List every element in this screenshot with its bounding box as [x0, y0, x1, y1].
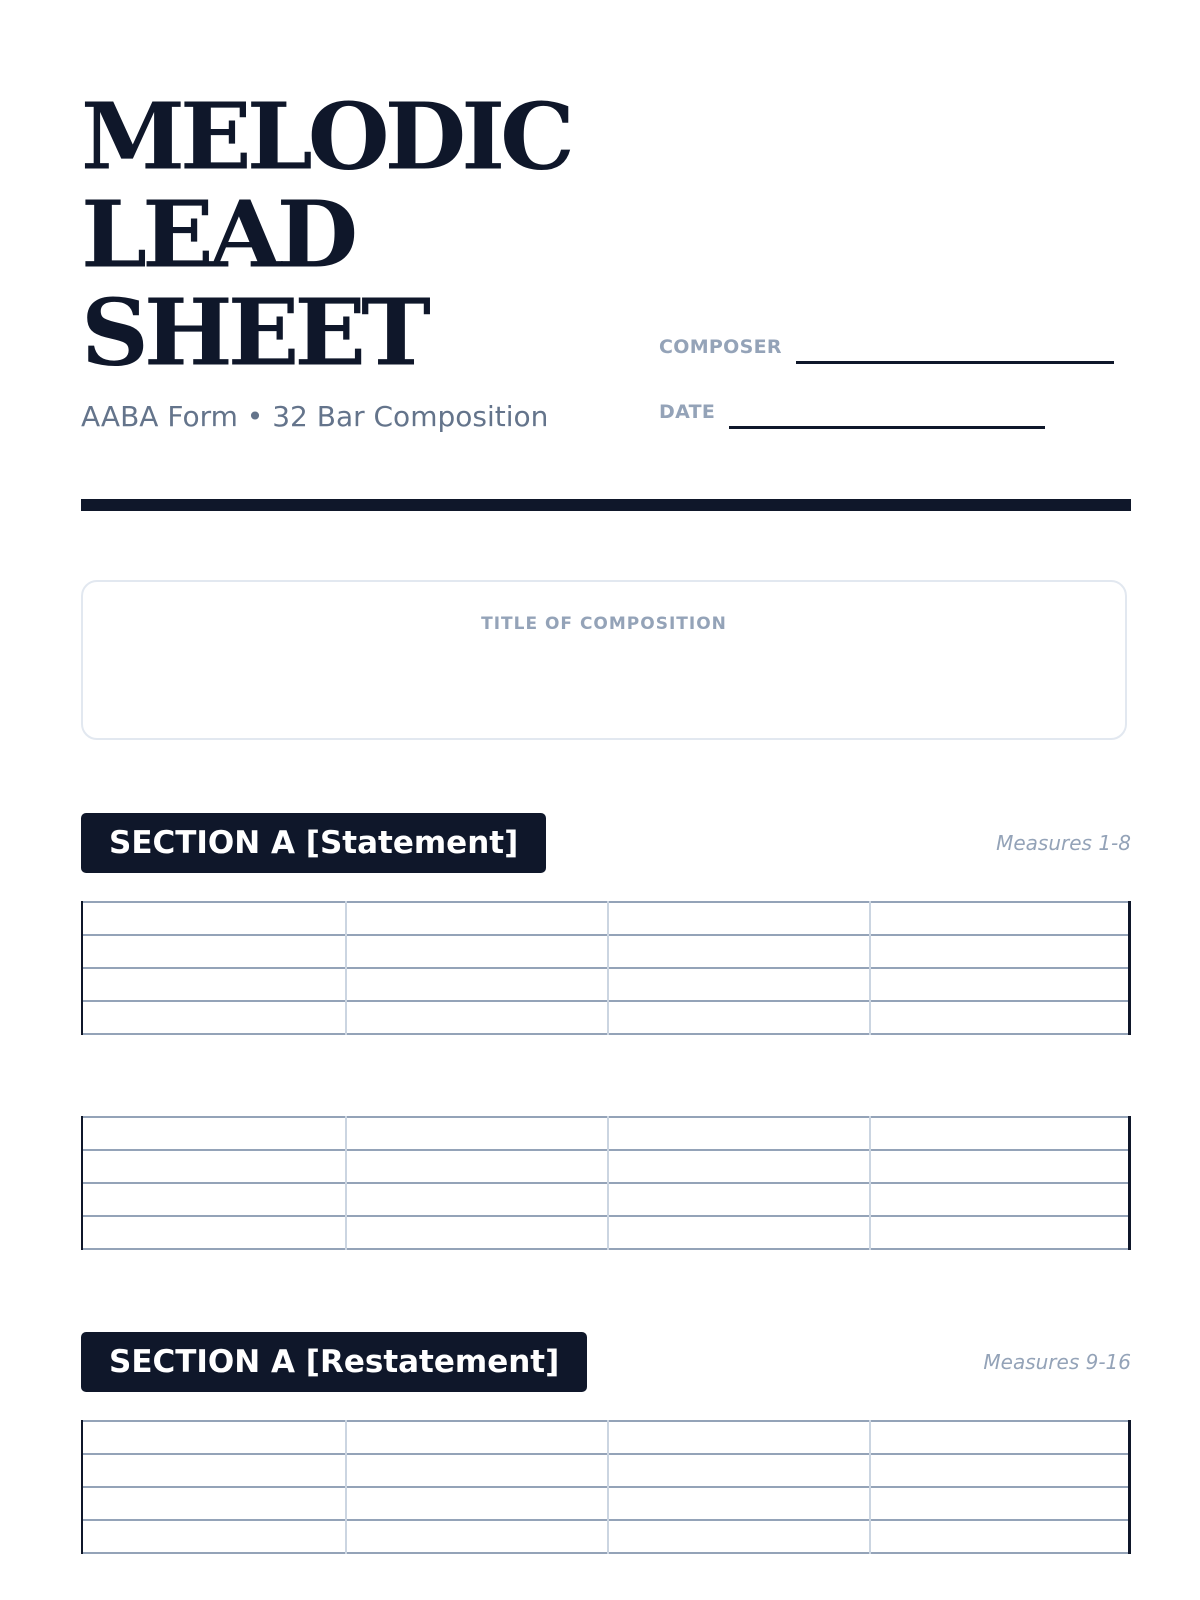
staff-line — [83, 1248, 1128, 1250]
staff-line — [83, 1116, 1128, 1118]
section-a-statement-header — [81, 813, 1131, 873]
bar-line — [345, 1420, 347, 1554]
title-line-3: SHEET — [81, 279, 426, 387]
staff-line — [83, 1519, 1128, 1521]
title-line-1: MELODIC — [81, 83, 570, 191]
measures-range: Measures 9-16 — [983, 1350, 1131, 1374]
composition-title-label: TITLE OF COMPOSITION — [481, 614, 727, 634]
bar-line — [345, 901, 347, 1035]
title-line-2: LEAD — [81, 181, 354, 289]
measures-range: Measures 1-8 — [996, 831, 1131, 855]
staff-line — [83, 1552, 1128, 1554]
bar-line — [345, 1116, 347, 1250]
sheet-subtitle: AABA Form • 32 Bar Composition — [81, 400, 549, 433]
bar-line — [607, 1420, 609, 1554]
staff-line — [83, 1486, 1128, 1488]
staff-system-2[interactable] — [81, 1116, 1131, 1250]
sheet-header — [81, 83, 1131, 448]
bar-line — [869, 1116, 871, 1250]
composition-title-box[interactable] — [81, 580, 1127, 740]
staff-line — [83, 1149, 1128, 1151]
sheet-title — [81, 83, 570, 387]
staff-system-1[interactable] — [81, 901, 1131, 1035]
staff-line — [83, 1000, 1128, 1002]
section-badge: SECTION A [Statement] — [81, 813, 546, 873]
staff-line — [83, 1420, 1128, 1422]
date-label: DATE — [659, 401, 716, 423]
date-input-line[interactable] — [729, 426, 1045, 429]
staff-line — [83, 1453, 1128, 1455]
bar-line — [607, 901, 609, 1035]
composer-label: COMPOSER — [659, 336, 782, 358]
bar-line — [869, 901, 871, 1035]
header-divider — [81, 499, 1131, 511]
staff-line — [83, 1215, 1128, 1217]
composer-field[interactable] — [659, 336, 1114, 358]
staff-line — [83, 1033, 1128, 1035]
bar-line — [869, 1420, 871, 1554]
staff-line — [83, 1182, 1128, 1184]
staff-line — [83, 934, 1128, 936]
section-a-restatement-header — [81, 1332, 1131, 1392]
composer-input-line[interactable] — [796, 361, 1114, 364]
staff-line — [83, 967, 1128, 969]
section-badge: SECTION A [Restatement] — [81, 1332, 587, 1392]
staff-system-3[interactable] — [81, 1420, 1131, 1554]
date-field[interactable] — [659, 401, 1045, 423]
staff-line — [83, 901, 1128, 903]
bar-line — [607, 1116, 609, 1250]
